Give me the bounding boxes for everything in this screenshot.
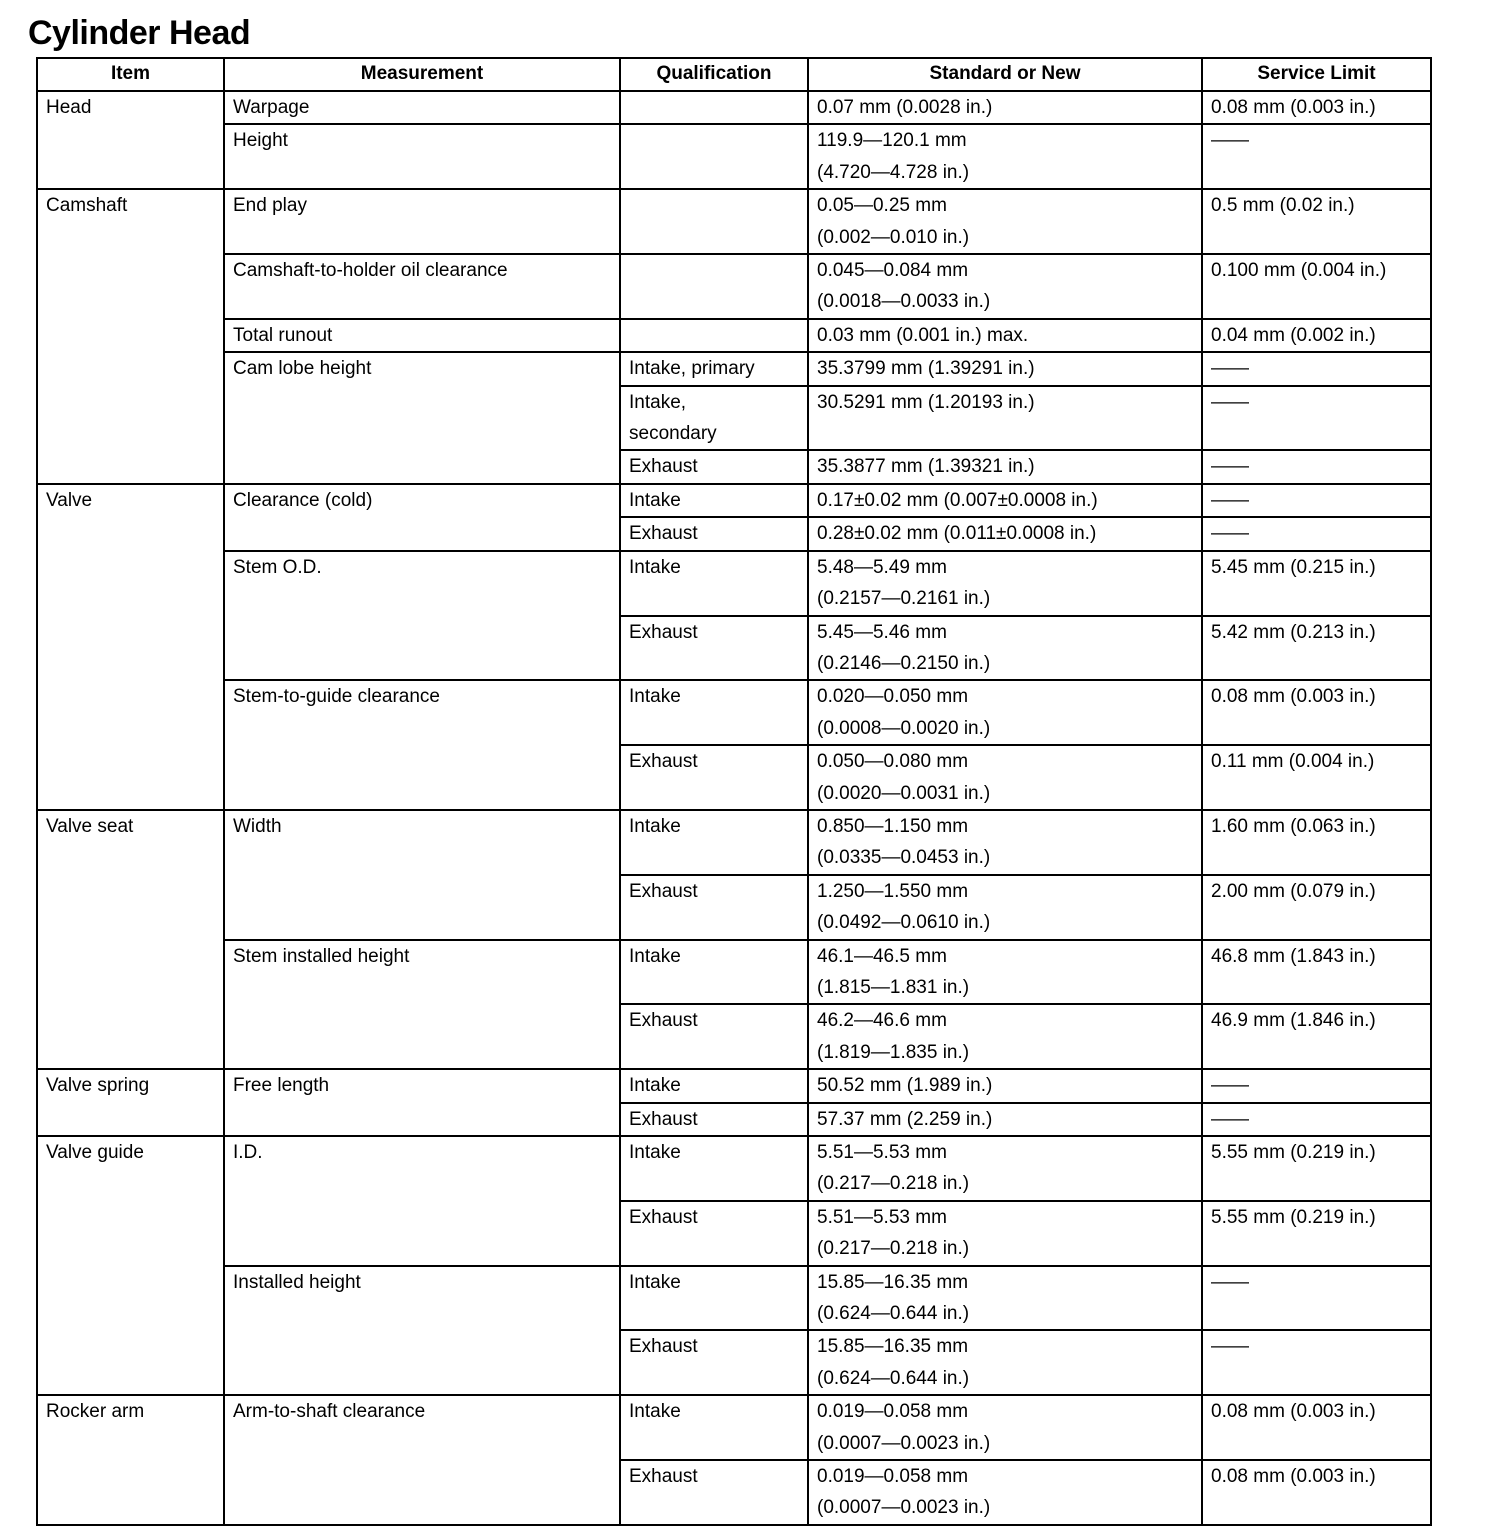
measurement-cell: Installed height [224,1266,620,1396]
table-row [37,352,1431,385]
standard-line: 0.17±0.02 mm (0.007±0.0008 in.) [817,489,1098,511]
standard-cell [808,189,1202,254]
cylinder-head-spec-table [36,57,1432,1526]
standard-cell [808,450,1202,483]
table-row [37,254,1431,319]
qualification-cell: Exhaust [620,517,808,550]
qualification-cell: Exhaust [620,1103,808,1136]
measurement-cell: Stem installed height [224,940,620,1070]
service-limit-cell: —— [1202,352,1431,385]
service-limit-cell: 0.08 mm (0.003 in.) [1202,680,1431,745]
standard-cell [808,319,1202,352]
standard-line: 0.850—1.150 mm [817,815,969,837]
standard-cell [808,745,1202,810]
service-limit-cell: —— [1202,386,1431,451]
standard-cell [808,484,1202,517]
standard-line: 15.85—16.35 mm [817,1336,969,1358]
qualification-cell: Exhaust [620,1201,808,1266]
qualification-cell: Exhaust [620,450,808,483]
standard-line: (0.2157—0.2161 in.) [817,588,991,610]
standard-cell [808,124,1202,189]
qualification-cell: Intake, primary [620,352,808,385]
standard-line: (0.624—0.644 in.) [817,1303,970,1325]
item-cell: Valve guide [37,1136,224,1395]
standard-cell [808,1136,1202,1201]
service-limit-cell: 5.55 mm (0.219 in.) [1202,1201,1431,1266]
standard-line: (1.815—1.831 in.) [817,976,970,998]
standard-line: 119.9—120.1 mm [817,130,967,152]
qualification-cell [620,189,808,254]
measurement-cell: Height [224,124,620,189]
table-row [37,189,1431,254]
item-cell: Rocker arm [37,1395,224,1525]
standard-line: 5.51—5.53 mm [817,1142,947,1163]
measurement-cell: Arm-to-shaft clearance [224,1395,620,1525]
qualification-line: Intake, [629,391,687,413]
qualification-cell: Intake [620,1395,808,1460]
qualification-cell: Exhaust [620,616,808,681]
service-limit-cell: 0.08 mm (0.003 in.) [1202,1460,1431,1525]
service-limit-cell: 0.08 mm (0.003 in.) [1202,91,1431,124]
standard-line: 1.250—1.550 mm [817,880,969,902]
measurement-cell: Free length [224,1069,620,1136]
measurement-cell: Total runout [224,319,620,352]
standard-line [817,418,1193,449]
standard-line: (0.0007—0.0023 in.) [817,1432,991,1454]
service-limit-cell: —— [1202,1330,1431,1395]
standard-cell [808,1201,1202,1266]
standard-line: 0.28±0.02 mm (0.011±0.0008 in.) [817,523,1097,545]
service-limit-cell: —— [1202,450,1431,483]
table-row [37,810,1431,875]
standard-line: 35.3799 mm (1.39291 in.) [817,358,1035,380]
page-title: Cylinder Head [28,14,251,52]
standard-line: (0.0492—0.0610 in.) [817,912,991,934]
service-limit-cell: 5.55 mm (0.219 in.) [1202,1136,1431,1201]
qualification-cell: Intake [620,1136,808,1201]
standard-cell [808,1266,1202,1331]
service-limit-cell: 0.08 mm (0.003 in.) [1202,1395,1431,1460]
standard-cell [808,1004,1202,1069]
standard-cell [808,616,1202,681]
standard-line: 0.019—0.058 mm [817,1401,969,1423]
service-limit-cell: 46.8 mm (1.843 in.) [1202,940,1431,1005]
qualification-cell: Intake [620,810,808,875]
standard-line: (0.624—0.644 in.) [817,1367,970,1389]
standard-cell [808,875,1202,940]
standard-line: (0.0008—0.0020 in.) [817,717,991,739]
service-limit-cell: 1.60 mm (0.063 in.) [1202,810,1431,875]
standard-cell [808,940,1202,1005]
standard-cell [808,810,1202,875]
service-limit-cell: 0.100 mm (0.004 in.) [1202,254,1431,319]
table-row [37,319,1431,352]
service-limit-cell: 0.04 mm (0.002 in.) [1202,319,1431,352]
standard-line: 0.03 mm (0.001 in.) max. [817,324,1029,346]
table-body [37,91,1431,1525]
qualification-cell [620,124,808,189]
standard-line: (0.0335—0.0453 in.) [817,847,991,869]
header-row [37,58,1431,91]
standard-cell [808,551,1202,616]
standard-cell [808,1069,1202,1102]
service-limit-cell: —— [1202,1266,1431,1331]
service-limit-cell: —— [1202,517,1431,550]
item-cell: Valve [37,484,224,810]
standard-line: (0.002—0.010 in.) [817,226,970,248]
standard-cell [808,91,1202,124]
service-limit-cell: 2.00 mm (0.079 in.) [1202,875,1431,940]
standard-line: (0.2146—0.2150 in.) [817,652,991,674]
service-limit-cell: —— [1202,124,1431,189]
standard-cell [808,254,1202,319]
service-limit-cell: —— [1202,1103,1431,1136]
header-qualification: Qualification [620,58,808,91]
standard-line: 15.85—16.35 mm [817,1271,969,1293]
measurement-cell: Stem-to-guide clearance [224,680,620,810]
standard-line: 57.37 mm (2.259 in.) [817,1108,993,1130]
qualification-cell: Intake [620,1069,808,1102]
header-measurement: Measurement [224,58,620,91]
table-row [37,680,1431,745]
qualification-line: secondary [629,423,717,445]
standard-cell [808,352,1202,385]
qualification-cell: Exhaust [620,1004,808,1069]
qualification-cell [620,91,808,124]
service-limit-cell: 5.42 mm (0.213 in.) [1202,616,1431,681]
qualification-cell: Intake [620,551,808,616]
standard-line: 30.5291 mm (1.20193 in.) [817,391,1035,413]
standard-line: (0.217—0.218 in.) [817,1173,970,1195]
standard-line: 0.05—0.25 mm [817,195,947,217]
qualification-cell: Intake [620,940,808,1005]
service-limit-cell: 0.5 mm (0.02 in.) [1202,189,1431,254]
table-row [37,551,1431,616]
service-limit-cell: 46.9 mm (1.846 in.) [1202,1004,1431,1069]
qualification-cell [620,319,808,352]
standard-cell [808,386,1202,451]
standard-line: (0.0018—0.0033 in.) [817,291,991,313]
standard-cell [808,1460,1202,1525]
header-standard: Standard or New [808,58,1202,91]
standard-line: 0.050—0.080 mm [817,751,969,773]
standard-line: 5.45—5.46 mm [817,621,947,643]
measurement-cell: Warpage [224,91,620,124]
standard-line: 50.52 mm (1.989 in.) [817,1075,993,1097]
header-item: Item [37,58,224,91]
service-limit-cell: —— [1202,1069,1431,1102]
measurement-cell: Cam lobe height [224,352,620,484]
standard-line: 5.51—5.53 mm [817,1206,947,1228]
service-limit-cell: —— [1202,484,1431,517]
table-row [37,124,1431,189]
qualification-cell: Intake [620,1266,808,1331]
table-row [37,940,1431,1005]
standard-cell [808,1395,1202,1460]
service-limit-cell: 0.11 mm (0.004 in.) [1202,745,1431,810]
standard-line: 0.019—0.058 mm [817,1466,969,1488]
qualification-cell: Intake [620,484,808,517]
standard-line: (0.0020—0.0031 in.) [817,782,991,804]
service-limit-cell: 5.45 mm (0.215 in.) [1202,551,1431,616]
header-service-limit: Service Limit [1202,58,1431,91]
table-row [37,1395,1431,1460]
qualification-cell: Intake [620,680,808,745]
standard-line: 0.045—0.084 mm [817,260,969,282]
table-row [37,1069,1431,1102]
standard-line: 0.020—0.050 mm [817,686,969,708]
qualification-cell [620,386,808,451]
item-cell: Camshaft [37,189,224,484]
standard-cell [808,680,1202,745]
measurement-cell: End play [224,189,620,254]
standard-line: (4.720—4.728 in.) [817,161,970,183]
qualification-cell: Exhaust [620,1460,808,1525]
item-cell: Head [37,91,224,189]
table-row [37,1266,1431,1331]
qualification-cell: Exhaust [620,1330,808,1395]
standard-line: 35.3877 mm (1.39321 in.) [817,456,1035,478]
measurement-cell: Clearance (cold) [224,484,620,551]
standard-line: (1.819—1.835 in.) [817,1041,970,1063]
item-cell: Valve spring [37,1069,224,1136]
measurement-cell: I.D. [224,1136,620,1266]
qualification-cell: Exhaust [620,875,808,940]
measurement-cell: Camshaft-to-holder oil clearance [224,254,620,319]
item-cell: Valve seat [37,810,224,1069]
table-row [37,1136,1431,1201]
measurement-cell: Stem O.D. [224,551,620,681]
standard-line: 46.2—46.6 mm [817,1010,947,1032]
standard-cell [808,517,1202,550]
measurement-cell: Width [224,810,620,940]
standard-cell [808,1103,1202,1136]
standard-line: 0.07 mm (0.0028 in.) [817,97,993,118]
qualification-cell [620,254,808,319]
standard-cell [808,1330,1202,1395]
standard-line: 5.48—5.49 mm [817,556,947,578]
qualification-cell: Exhaust [620,745,808,810]
standard-line: (0.0007—0.0023 in.) [817,1497,991,1519]
standard-line: 46.1—46.5 mm [817,945,947,967]
standard-line: (0.217—0.218 in.) [817,1238,970,1260]
table-row [37,484,1431,517]
table-row [37,91,1431,124]
